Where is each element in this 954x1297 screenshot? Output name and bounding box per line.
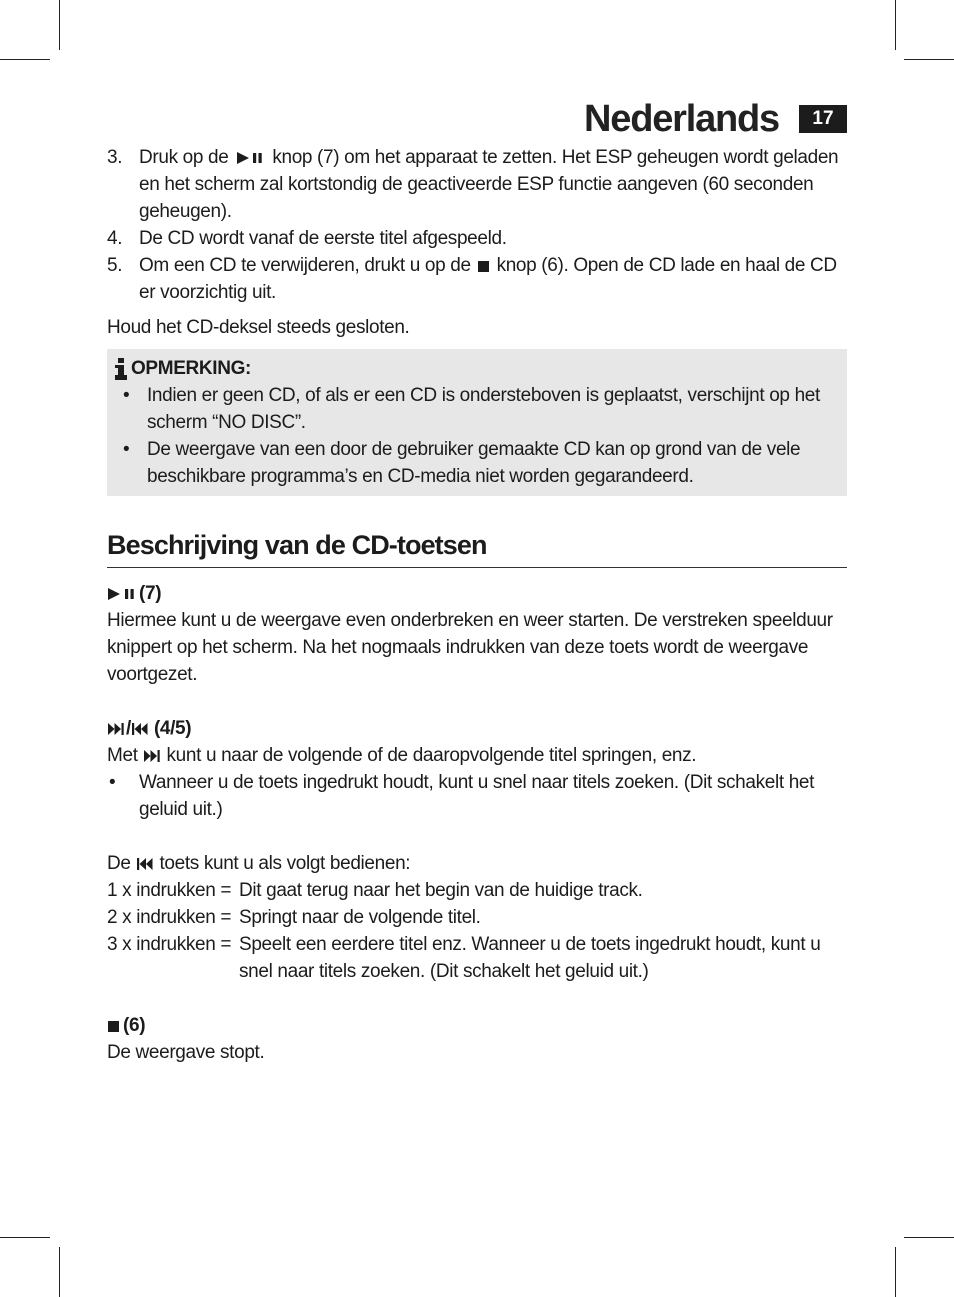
lid-note: Houd het CD-deksel steeds gesloten.	[107, 317, 410, 338]
skip-prev-post: toets kunt u als volgt bedienen:	[159, 853, 411, 874]
press-row-label: 3 x indrukken =	[107, 934, 232, 955]
step-number: 5.	[107, 255, 123, 276]
step-4	[107, 225, 847, 252]
skip-back-icon	[136, 856, 155, 872]
remark-item	[115, 382, 839, 436]
bullet-dot: •	[109, 772, 116, 793]
stop-icon	[476, 259, 492, 273]
stop-icon	[107, 1019, 123, 1033]
play-pause-number: (7)	[139, 583, 162, 604]
step-3	[107, 144, 847, 225]
skip-next-pre: Met	[107, 745, 138, 766]
press-row-text: Springt naar de volgende titel.	[239, 907, 481, 928]
play-pause-icon	[233, 151, 267, 165]
crop-mark	[904, 1237, 954, 1238]
skip-back-icon	[131, 721, 150, 737]
remark-title: OPMERKING:	[131, 358, 252, 379]
crop-mark	[895, 1247, 896, 1297]
page-number: 17	[799, 105, 847, 133]
crop-mark	[904, 59, 954, 60]
play-pause-icon	[107, 587, 139, 601]
skip-slash: /	[126, 718, 131, 739]
page-content	[107, 144, 847, 1066]
step-text-pre: Druk op de	[139, 147, 229, 168]
skip-forward-icon	[107, 721, 126, 737]
language-title: Nederlands	[584, 97, 779, 140]
press-row-text: Speelt een eerdere titel enz. Wanneer u de toets ingedrukt houdt, kunt u snel naar titels zoeken. (Dit schakelt het geluid uit.)	[239, 934, 821, 982]
stop-heading	[107, 1012, 847, 1039]
crop-mark	[59, 1247, 60, 1297]
skip-prev-pre: De	[107, 853, 131, 874]
remark-item-text: De weergave van een door de gebruiker gemaakte CD kan op grond van de vele beschikbare programma’s en CD-media niet worden gegarandeerd.	[147, 439, 801, 487]
page-header	[584, 96, 847, 142]
step-number: 4.	[107, 228, 123, 249]
step-text-post: knop (6). Open de CD lade en haal de CD er voorzichtig uit.	[139, 255, 837, 303]
crop-mark	[59, 0, 60, 50]
play-pause-description: Hiermee kunt u de weergave even onderbreken en weer starten. De verstreken speelduur knippert op het scherm. Na het nogmaals indrukken van deze toets wordt de weergave voortgezet.	[107, 610, 833, 685]
press-row	[107, 877, 847, 904]
skip-next-post: kunt u naar de volgende of de daaropvolgende titel springen, enz.	[166, 745, 697, 766]
skip-number: (4/5)	[153, 718, 192, 739]
step-text: De CD wordt vanaf de eerste titel afgespeeld.	[139, 228, 507, 249]
skip-bullet	[107, 769, 847, 823]
step-text-pre: Om een CD te verwijderen, drukt u op de	[139, 255, 471, 276]
remark-box	[107, 349, 847, 496]
crop-mark	[0, 59, 50, 60]
skip-bullet-text: Wanneer u de toets ingedrukt houdt, kunt u snel naar titels zoeken. (Dit schakelt het geluid uit.)	[139, 772, 815, 820]
play-pause-heading	[107, 580, 847, 607]
press-row-label: 2 x indrukken =	[107, 907, 232, 928]
step-list	[107, 144, 847, 306]
press-row	[107, 931, 847, 985]
skip-forward-icon	[143, 748, 162, 764]
press-row-label: 1 x indrukken =	[107, 880, 232, 901]
remark-item-text: Indien er geen CD, of als er een CD is ondersteboven is geplaatst, verschijnt op het scherm “NO DISC”.	[147, 385, 820, 433]
bullet-dot: •	[123, 439, 130, 460]
step-number: 3.	[107, 147, 123, 168]
stop-description: De weergave stopt.	[107, 1042, 265, 1063]
skip-next-line	[107, 742, 847, 769]
crop-mark	[0, 1237, 50, 1238]
step-5	[107, 252, 847, 306]
step-text-post: knop (7) om het apparaat te zetten. Het ESP geheugen wordt geladen en het scherm zal kortstondig de geactiveerde ESP functie aangeven (60 seconden geheugen).	[139, 147, 839, 222]
remark-heading	[115, 355, 839, 382]
press-row	[107, 904, 847, 931]
section-title: Beschrijving van de CD-toetsen	[107, 530, 847, 568]
skip-prev-line	[107, 850, 847, 877]
remark-item	[115, 436, 839, 490]
bullet-dot: •	[123, 385, 130, 406]
info-icon	[115, 358, 127, 380]
crop-mark	[895, 0, 896, 50]
press-row-text: Dit gaat terug naar het begin van de huidige track.	[239, 880, 643, 901]
skip-heading	[107, 715, 847, 742]
stop-number: (6)	[123, 1015, 146, 1036]
